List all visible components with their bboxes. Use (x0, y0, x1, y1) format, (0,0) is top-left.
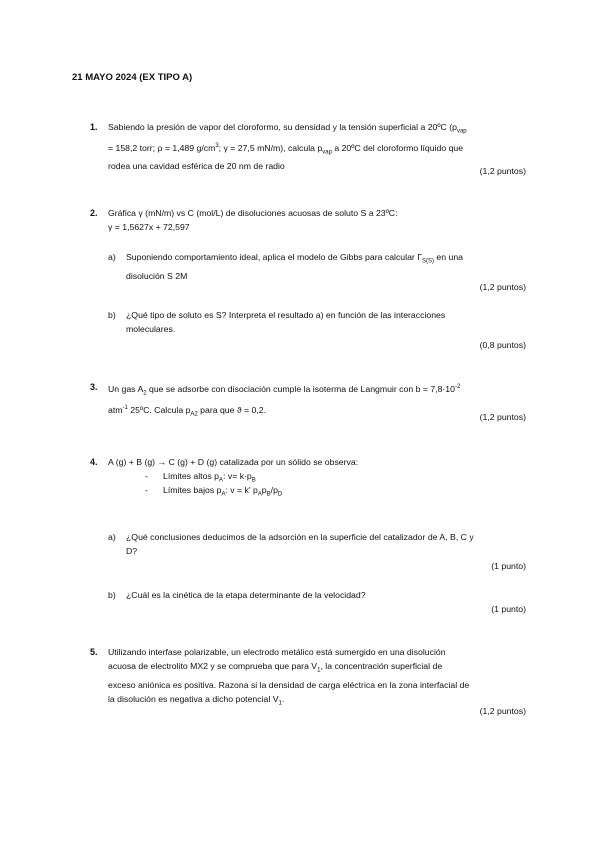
question-line: la disolución es negativa a dicho potencial $V_1$. (108, 693, 285, 707)
subquestion-b-text (126, 308, 530, 336)
subquestion-letter: a) (108, 252, 116, 262)
points-label: (1 punto) (491, 604, 526, 614)
question-line: ¿Qué tipo de soluto es S? Interpreta el resultado a) en función de las interacciones (126, 310, 446, 320)
question-number: 3. (90, 382, 98, 392)
question-line: atm$^{-1}$ 25ºC. Calcula $p_{A2}$ para que ϑ = 0,2. (108, 404, 267, 418)
question-number: 1. (90, 122, 98, 132)
subquestion-letter: b) (108, 310, 116, 320)
question-text (108, 120, 530, 173)
question-line: exceso aniónica es positiva. Razona si la densidad de carga eléctrica en la zona interfacial de (108, 679, 470, 690)
question-line: = 158,2 torr; ρ = 1,489 $g/cm^3$; γ = 27,5 mN/m), calcula $p_{vap}$ a 20ºC del cloroformo líquido que (108, 142, 464, 156)
bullet-text: Límites altos $p_A$: $v= k\cdot p_B$ (163, 471, 256, 484)
bullet-dash: - (145, 485, 148, 495)
bullet-text: Límites bajos $p_A$: v = k' $p_Ap_B/p_D$ (163, 485, 283, 498)
subquestion-a-text (126, 250, 530, 283)
question-line: acuosa de electrolito MX2 y se comprueba que para $V_1$, la concentración superficial de (108, 661, 443, 674)
question-number: 2. (90, 208, 98, 218)
exam-title: 21 MAYO 2024 (EX TIPO A) (72, 72, 193, 83)
question-line: Sabiendo la presión de vapor del cloroformo, su densidad y la tensión superficial a 20ºC ($p_{vap}$ (108, 122, 467, 135)
bullet-dash: - (145, 471, 148, 481)
question-number: 4. (90, 457, 98, 467)
points-label: (1,2 puntos) (479, 282, 526, 292)
question-text (108, 455, 530, 469)
subquestion-b-text (126, 588, 530, 602)
question-number: 5. (90, 647, 98, 657)
subquestion-a-text (126, 530, 530, 558)
subquestion-letter: b) (108, 590, 116, 600)
points-label: (0,8 puntos) (479, 340, 526, 350)
question-line: Un gas $A_2$ que se adsorbe con disociación cumple la isoterma de Langmuir con $b = 7,8\cdot 10^{-2}$ (108, 383, 461, 397)
question-line: Suponiendo comportamiento ideal, aplica el modelo de Gibbs para calcular $\Gamma_{S(S)}$ en una (126, 252, 463, 265)
question-line: γ = 1,5627x + 72,597 (108, 222, 190, 232)
subquestion-letter: a) (108, 532, 116, 542)
question-line: rodea una cavidad esférica de 20 nm de radio (108, 161, 285, 172)
question-text (108, 645, 530, 710)
question-line: Gráfica γ (mN/m) vs C (mol/L) de disoluciones acuosas de soluto S a 23ºC: (108, 208, 398, 218)
points-label: (1,2 puntos) (479, 412, 526, 422)
question-text (108, 206, 530, 234)
question-text (108, 380, 530, 421)
question-line: ¿Cuál es la cinética de la etapa determinante de la velocidad? (126, 590, 366, 600)
question-line: ¿Qué conclusiones deducimos de la adsorción en la superficie del catalizador de A, B, C y (126, 532, 474, 542)
question-line: moleculares. (126, 324, 176, 334)
question-line: A (g) + B (g) → C (g) + D (g) catalizada por un sólido se observa: (108, 457, 359, 467)
question-line: disolución S 2M (126, 270, 188, 281)
question-line: Utilizando interfase polarizable, un electrodo metálico está sumergido en una disolución (108, 647, 446, 657)
points-label: (1 punto) (491, 561, 526, 571)
points-label: (1,2 puntos) (479, 706, 526, 716)
question-line: D? (126, 546, 138, 556)
points-label: (1,2 puntos) (479, 166, 526, 176)
